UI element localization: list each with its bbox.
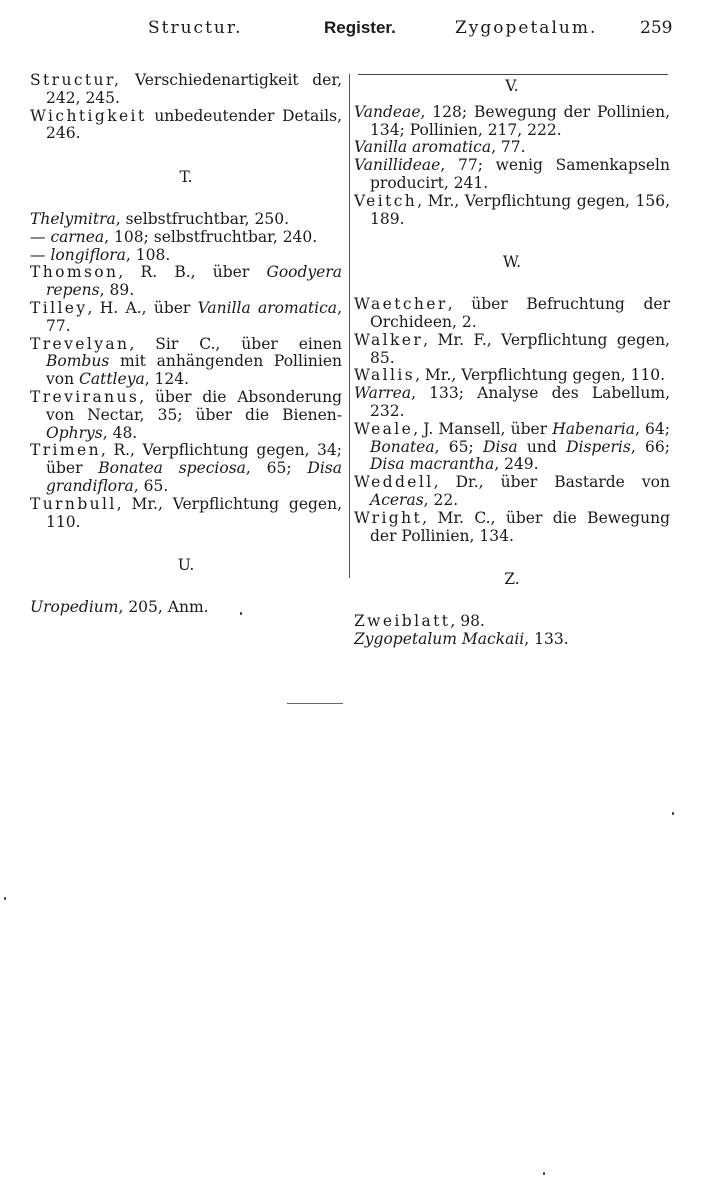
section-letter: T. (179, 168, 193, 187)
page-number: 259 (640, 18, 673, 38)
speck (543, 1172, 545, 1175)
index-entry (30, 496, 342, 532)
entry-headword: Wichtigkeit (30, 106, 147, 125)
entry-italic-term: Habenaria (552, 419, 635, 438)
section-letter: U. (177, 556, 195, 575)
index-entry (354, 385, 670, 421)
index-entry (30, 389, 342, 442)
index-entry (30, 211, 342, 229)
index-entry (30, 229, 342, 247)
entry-italic-term: Disa (483, 437, 518, 456)
index-entry (354, 367, 670, 385)
index-entry (354, 421, 670, 474)
entry-italic-term: Thelymitra (30, 209, 116, 228)
entry-italic-term: carnea (50, 227, 105, 246)
entry-italic-term: Uropedium (30, 598, 119, 617)
entry-text: , 249. (494, 455, 539, 474)
entry-text: , 22. (423, 490, 459, 509)
index-entry (30, 300, 342, 336)
index-entry (354, 631, 670, 649)
entry-text: , 124. (144, 370, 190, 389)
entry-text: Verschiedenartigkeit der, 242, 245. (46, 71, 342, 107)
entry-headword: Thomson (30, 263, 119, 282)
entry-text: — (30, 227, 51, 246)
entry-italic-term: Ophrys (46, 423, 103, 442)
index-entry (354, 474, 670, 510)
right-column (354, 72, 670, 649)
entry-text: , 98. (450, 612, 485, 631)
header-title: Register. (324, 18, 396, 37)
index-entry (354, 104, 670, 140)
speck (4, 897, 6, 900)
entry-headword: Zweiblatt (354, 612, 451, 631)
entry-italic-term: Bonatea speciosa (98, 459, 246, 478)
index-entry (354, 157, 670, 193)
entry-italic-term: Vanilla aromatica (197, 298, 338, 317)
entry-text: , R., Verpflichtung gegen, 34; über (46, 441, 342, 478)
entry-text: , Dr., über Bastarde von (433, 473, 670, 492)
entry-text: , selbstfruchtbar, 250. (115, 209, 290, 228)
entry-italic-term: Goodyera repens (46, 263, 342, 300)
index-entry (30, 247, 342, 265)
entry-text: , 64; (634, 419, 670, 438)
index-entry (354, 510, 670, 546)
entry-text: , 89. (99, 281, 135, 300)
index-entry (30, 264, 342, 300)
entry-text: , 77. (491, 138, 526, 157)
entry-text: , 133; Analyse des Labellum, 232. (370, 384, 670, 420)
entry-headword: Veitch (354, 191, 418, 210)
index-entry (30, 599, 342, 617)
entry-headword: Structur, (30, 71, 122, 89)
entry-text: , über die Absonderung von Nectar, 35; über die Bienen- (46, 387, 342, 424)
index-entry (354, 296, 670, 332)
entry-italic-term: Aceras (370, 490, 424, 509)
entry-text: , 65; (434, 437, 484, 456)
index-entry (30, 108, 342, 144)
entry-headword: Treviranus (30, 387, 140, 406)
entry-italic-term: Vanilla aromatica (354, 138, 492, 157)
column-divider (349, 74, 350, 578)
entry-text: , Mr. F., Verpflichtung gegen, 85. (370, 330, 670, 367)
entry-text: , 108; selbstfruchtbar, 240. (104, 227, 318, 246)
entry-text: , J. Mansell, über (413, 419, 553, 438)
entry-headword: Turnbull (30, 494, 117, 513)
speck (240, 612, 242, 615)
speck (672, 812, 674, 815)
entry-italic-term: Warrea (354, 384, 412, 403)
entry-headword: Wright (354, 508, 423, 527)
entry-headword: Wallis (354, 366, 416, 385)
entry-text: — (30, 245, 51, 264)
entry-text: , 77. (46, 298, 342, 335)
entry-text: mit anhängenden Pollinien von (46, 352, 342, 389)
entry-text: unbedeutender Details, 246. (46, 106, 342, 143)
entry-italic-term: Bombus (46, 352, 110, 371)
index-entry (30, 72, 342, 108)
entry-headword: Waetcher (354, 295, 448, 314)
entry-text: , 205, Anm. (118, 598, 209, 617)
index-entry (354, 332, 670, 368)
entry-text: , 128; Bewegung der Pollinien, 134; Pollinien, 217, 222. (370, 102, 670, 139)
entry-italic-term: Vandeae (354, 102, 421, 121)
entry-headword: Weddell (354, 473, 434, 492)
entry-text: , 65. (133, 476, 169, 495)
entry-text: , 133. (524, 629, 569, 648)
entry-text: , Mr., Verpflichtung gegen, 110. (46, 494, 342, 531)
index-entry (30, 336, 342, 389)
header-left-keyword: Structur. (148, 18, 243, 38)
entry-text: , 66; (630, 437, 670, 456)
entry-italic-term: Cattleya (79, 370, 145, 389)
entry-headword: Tilley (30, 298, 88, 317)
entry-italic-term: Zygopetalum Mackaii (354, 629, 525, 648)
index-entry (354, 193, 670, 229)
entry-headword: Weale (354, 419, 414, 438)
index-entry (354, 139, 670, 157)
header-right-keyword: Zygopetalum. (455, 18, 598, 38)
section-letter: Z. (504, 570, 520, 589)
entry-italic-term: Vanillideae (354, 156, 441, 175)
entry-text: , R. B., über (118, 263, 267, 282)
entry-italic-term: Disperis (566, 437, 631, 456)
entry-text: , 108. (125, 245, 171, 264)
running-header (0, 18, 705, 46)
entry-text: und (517, 437, 567, 456)
left-column (30, 72, 342, 617)
entry-headword: Trimen (30, 441, 101, 460)
entry-headword: Trevelyan (30, 334, 130, 353)
index-entry (30, 442, 342, 495)
section-letter: W. (502, 253, 522, 272)
entry-headword: Walker (354, 330, 424, 349)
end-rule (287, 703, 343, 704)
entry-text: , H. A., über (87, 298, 198, 317)
entry-text: , Sir C., über einen (129, 334, 342, 353)
entry-text: , Mr. C., über die Bewegung der Pollinien, 134. (370, 508, 670, 545)
entry-text: , 77; wenig Samenkapseln producirt, 241. (370, 156, 670, 192)
entry-italic-term: Disa grandiflora (46, 459, 342, 495)
section-letter: V. (505, 77, 519, 95)
entry-text: , über Befruchtung der Orchideen, 2. (370, 295, 670, 331)
index-entry (354, 613, 670, 631)
entry-text: , 65; (245, 459, 308, 478)
entry-text: , Mr., Verpflichtung gegen, 110. (415, 366, 666, 385)
entry-italic-term: longiflora (50, 245, 126, 264)
entry-text: , 48. (102, 423, 138, 442)
entry-italic-term: Disa macrantha (370, 455, 495, 474)
entry-text: , Mr., Verpflichtung gegen, 156, 189. (370, 191, 670, 228)
entry-italic-term: Bonatea (370, 437, 435, 456)
